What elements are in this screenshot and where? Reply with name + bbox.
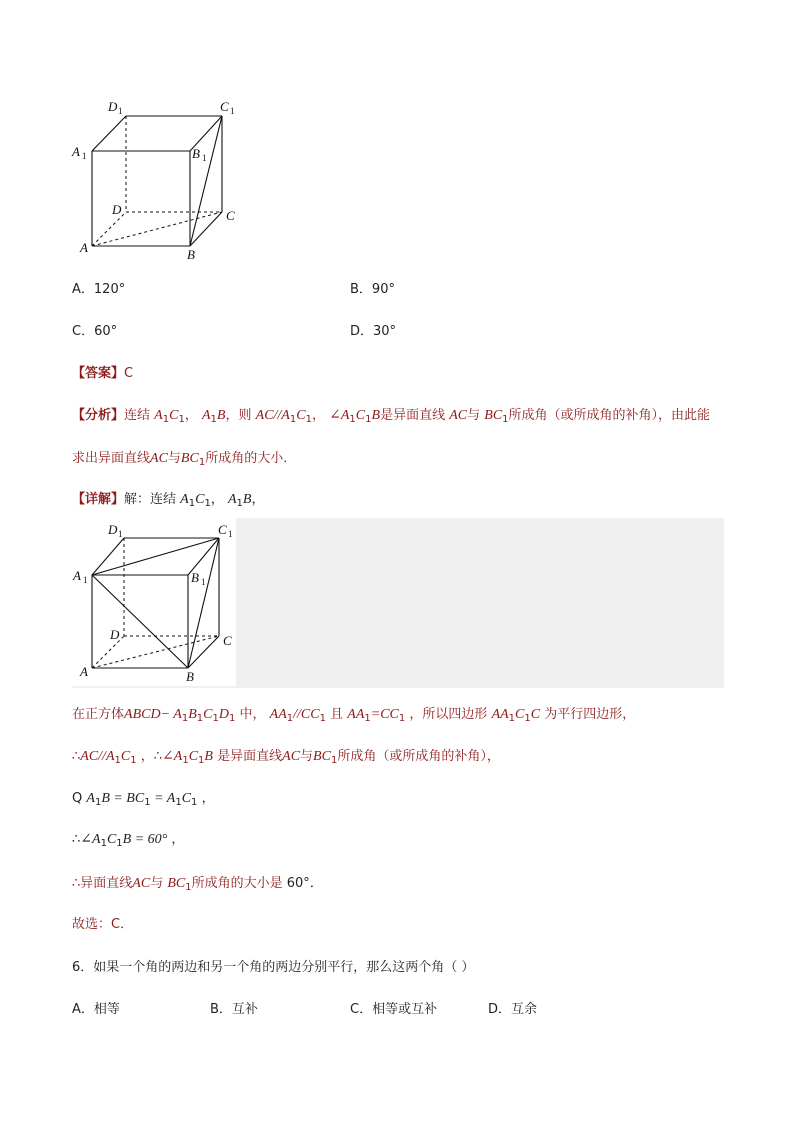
analysis-line-1: 【分析】连结 $A_1C_1$， $A_1B$，则 $AC//A_1C_1$， $\angle A_1C_1B$是异面直线 AC与 $BC_1$所成角（或所成角的补角），由此能 — [72, 408, 711, 425]
label-c: C — [226, 208, 235, 223]
q6-option-b: B．互补 — [210, 1002, 258, 1017]
label-d1: D — [108, 99, 118, 114]
cube-figure-1 — [70, 96, 250, 266]
label2-d: D — [110, 627, 120, 642]
answer-line: 【答案】C — [72, 366, 134, 381]
label2-d1: D — [108, 522, 118, 537]
analysis-line-2: 求出异面直线AC与$BC_1$所成角的大小． — [72, 451, 297, 468]
svg-text:1: 1 — [228, 529, 233, 539]
label2-a: A — [80, 664, 88, 679]
option-b: B．90° — [350, 282, 395, 297]
svg-text:1: 1 — [118, 106, 123, 116]
option-c: C．60° — [72, 324, 118, 339]
label2-c1: C — [218, 522, 227, 537]
detail-line-3: $\therefore AC//A_1C_1$ ，$\therefore\angle A_1C_1B$ 是异面直线AC与$BC_1$所成角（或所成角的补角）， — [72, 749, 500, 766]
label-d: D — [112, 202, 122, 217]
detail-line-4: Q $A_1B = BC_1 = A_1C_1$ ， — [72, 791, 215, 808]
q6-option-a: A．相等 — [72, 1002, 120, 1017]
label-a: A — [80, 240, 88, 255]
label2-c: C — [223, 633, 232, 648]
label2-b1: B — [191, 570, 199, 585]
detail-line-1: 【详解】解：连结 $A_1C_1$， $A_1B$， — [72, 492, 265, 509]
svg-text:1: 1 — [118, 529, 123, 539]
label2-a1: A — [73, 568, 81, 583]
svg-text:1: 1 — [230, 106, 235, 116]
label-b: B — [187, 247, 195, 262]
svg-text:1: 1 — [83, 575, 88, 585]
label-a1: A — [72, 144, 80, 159]
option-a: A．120° — [72, 282, 126, 297]
label-b1: B — [192, 146, 200, 161]
svg-text:1: 1 — [202, 153, 207, 163]
detail-choice: 故选：C． — [72, 917, 134, 932]
q6-option-d: D．互余 — [488, 1002, 538, 1017]
detail-line-6: ∴异面直线AC与 $BC_1$所成角的大小是 60°． — [72, 876, 323, 893]
option-d: D．30° — [350, 324, 397, 339]
q6-option-c: C．相等或互补 — [350, 1002, 438, 1017]
question-6-stem: 6．如果一个角的两边和另一个角的两边分别平行，那么这两个角（ ） — [72, 960, 475, 975]
svg-text:1: 1 — [82, 151, 87, 161]
cube-figure-2 — [72, 518, 236, 686]
label-c1: C — [220, 99, 229, 114]
detail-line-2: 在正方体ABCD− $A_1B_1C_1D_1$ 中， $AA_1//CC_1$ 且 $AA_1=CC_1$ ，所以四边形 $AA_1C_1C$ 为平行四边形， — [72, 707, 636, 724]
svg-text:1: 1 — [201, 577, 206, 587]
detail-line-5: $\therefore\angle A_1C_1B = 60^\circ$ ， — [72, 832, 185, 849]
label2-b: B — [186, 669, 194, 684]
